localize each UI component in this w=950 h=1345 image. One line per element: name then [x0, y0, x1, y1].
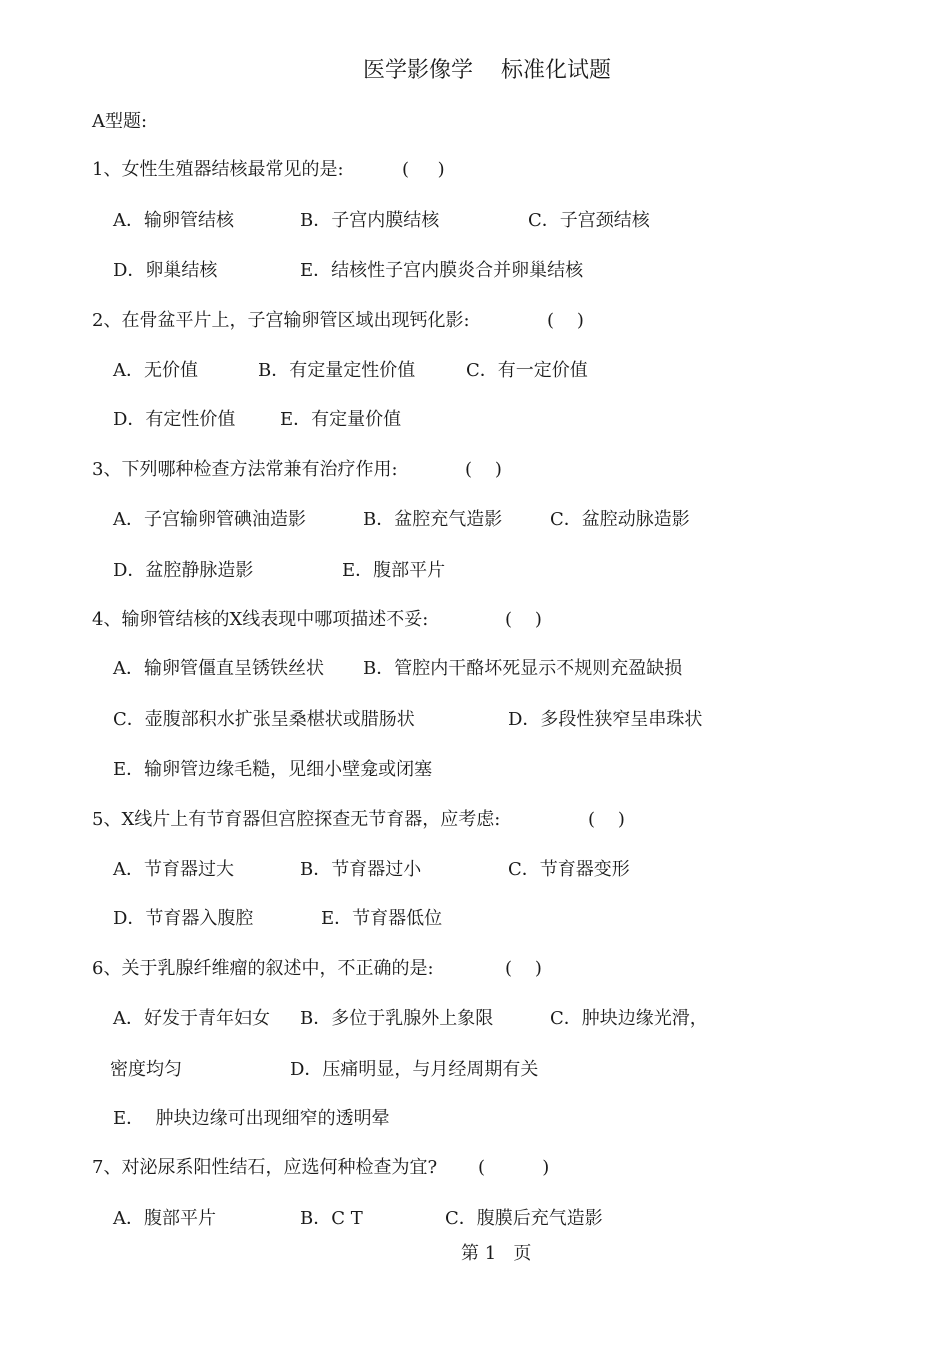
question-5-option-e: E．节育器低位	[321, 908, 443, 929]
question-3-option-d: D．盆腔静脉造影	[113, 560, 254, 581]
question-6-answer-blank: ( )	[505, 958, 542, 979]
question-4-option-d: D．多段性狭窄呈串珠状	[508, 709, 703, 730]
question-6-option-b: B．多位于乳腺外上象限	[300, 1008, 494, 1029]
question-1-option-a: A．输卵管结核	[113, 210, 234, 231]
question-3-option-e: E．腹部平片	[342, 560, 446, 581]
question-7-option-b: B．C T	[300, 1208, 363, 1229]
question-5-option-b: B．节育器过小	[300, 859, 422, 880]
question-6-stem: 6、关于乳腺纤维瘤的叙述中，不正确的是:	[92, 958, 434, 979]
question-5-stem: 5、X线片上有节育器但宫腔探查无节育器，应考虑:	[92, 809, 501, 830]
question-6-option-d: D．压痛明显，与月经周期有关	[290, 1059, 539, 1080]
question-4-option-a: A．输卵管僵直呈锈铁丝状	[113, 658, 324, 679]
page-title: 医学影像学 标准化试题	[363, 58, 611, 83]
question-2-stem: 2、在骨盆平片上，子宫输卵管区域出现钙化影:	[92, 310, 470, 331]
question-1-option-b: B．子宫内膜结核	[300, 210, 440, 231]
question-5-option-a: A．节育器过大	[113, 859, 234, 880]
question-2-answer-blank: ( )	[547, 310, 584, 331]
question-6-option-c: C．肿块边缘光滑，	[550, 1008, 708, 1029]
question-3-option-c: C．盆腔动脉造影	[550, 509, 690, 530]
question-1-option-e: E．结核性子宫内膜炎合并卵巢结核	[300, 260, 584, 281]
question-3-answer-blank: ( )	[465, 459, 502, 480]
question-6-option-a: A．好发于青年妇女	[113, 1008, 270, 1029]
question-1-answer-blank: ( )	[402, 159, 445, 180]
question-5-answer-blank: ( )	[588, 809, 625, 830]
question-7-stem: 7、对泌尿系阳性结石，应选何种检查为宜?	[92, 1157, 438, 1178]
question-2-option-c: C．有一定价值	[466, 360, 588, 381]
page-number: 第 1 页	[461, 1243, 532, 1264]
question-6-option-c-continued: 密度均匀	[110, 1059, 182, 1080]
question-4-option-e: E．输卵管边缘毛糙，见细小壁龛或闭塞	[113, 759, 433, 780]
question-4-stem: 4、输卵管结核的X线表现中哪项描述不妥:	[92, 609, 429, 630]
question-2-option-a: A．无价值	[113, 360, 198, 381]
question-7-answer-blank: ( )	[478, 1157, 550, 1178]
section-label: A型题:	[92, 111, 148, 132]
question-5-option-d: D．节育器入腹腔	[113, 908, 254, 929]
question-3-option-b: B．盆腔充气造影	[363, 509, 503, 530]
question-6-option-e: E． 肿块边缘可出现细窄的透明晕	[113, 1108, 390, 1129]
question-4-option-c: C．壶腹部积水扩张呈桑椹状或腊肠状	[113, 709, 415, 730]
question-4-option-b: B．管腔内干酪坏死显示不规则充盈缺损	[363, 658, 683, 679]
question-7-option-a: A．腹部平片	[113, 1208, 216, 1229]
question-3-option-a: A．子宫输卵管碘油造影	[113, 509, 306, 530]
question-1-stem: 1、女性生殖器结核最常见的是:	[92, 159, 344, 180]
question-3-stem: 3、下列哪种检查方法常兼有治疗作用:	[92, 459, 398, 480]
question-2-option-b: B．有定量定性价值	[258, 360, 416, 381]
question-1-option-c: C．子宫颈结核	[528, 210, 650, 231]
question-1-option-d: D．卵巢结核	[113, 260, 218, 281]
question-2-option-d: D．有定性价值	[113, 409, 236, 430]
question-7-option-c: C．腹膜后充气造影	[445, 1208, 603, 1229]
question-4-answer-blank: ( )	[505, 609, 542, 630]
question-2-option-e: E．有定量价值	[280, 409, 402, 430]
question-5-option-c: C．节育器变形	[508, 859, 630, 880]
